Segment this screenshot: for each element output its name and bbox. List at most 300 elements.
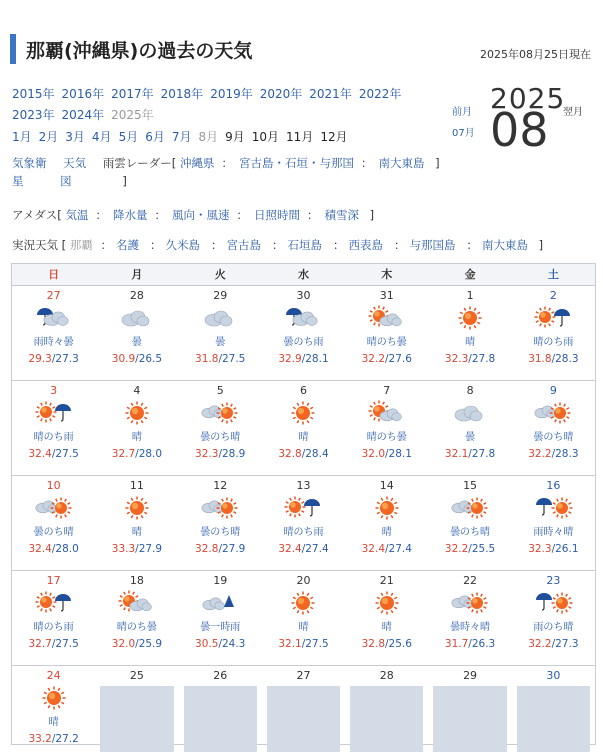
year-links xyxy=(12,84,432,126)
temperature xyxy=(12,543,95,555)
separator: ： xyxy=(95,208,107,222)
calendar-day-cell[interactable] xyxy=(179,381,262,475)
separator: ： xyxy=(332,238,345,252)
calendar-week-row xyxy=(12,476,595,571)
temp-high: 32.3 xyxy=(195,448,219,460)
temp-low: /25.9 xyxy=(135,638,163,650)
temp-high: 32.4 xyxy=(278,543,302,555)
temperature xyxy=(95,543,178,555)
temp-high: 32.9 xyxy=(278,353,302,365)
sun-icon xyxy=(117,494,157,522)
calendar-day-cell[interactable] xyxy=(428,286,511,380)
weather-label: 曇一時雨 xyxy=(200,622,241,633)
station-link[interactable]: 宮古島 xyxy=(226,238,261,252)
day-number: 1 xyxy=(466,289,474,302)
weather-label: 晴 xyxy=(381,622,392,633)
temperature xyxy=(12,353,95,365)
month-links xyxy=(12,128,355,145)
calendar-day-cell[interactable] xyxy=(12,571,95,665)
temperature xyxy=(428,448,511,460)
no-data-placeholder xyxy=(517,686,590,752)
year-link[interactable]: 2024年 xyxy=(61,108,105,122)
temp-low: /26.3 xyxy=(468,638,496,650)
day-number: 6 xyxy=(299,384,307,397)
year-link[interactable]: 2020年 xyxy=(259,87,303,101)
calendar-day-cell xyxy=(428,666,511,745)
month-link[interactable]: 3月 xyxy=(65,130,85,144)
temp-low: /26.1 xyxy=(551,543,579,555)
temperature xyxy=(95,448,178,460)
calendar-day-cell[interactable] xyxy=(262,476,345,570)
temp-high: 33.2 xyxy=(28,733,52,745)
weather-label: 晴のち雨 xyxy=(283,527,324,538)
calendar-day-cell[interactable] xyxy=(345,286,428,380)
station-link[interactable]: 名護 xyxy=(115,238,139,252)
weekday-header xyxy=(12,264,595,286)
current-month-display: 08 xyxy=(490,103,549,157)
day-number: 17 xyxy=(46,574,61,587)
separator: ： xyxy=(221,156,233,170)
satellite-link-line2[interactable]: 星 xyxy=(12,174,24,188)
day-number: 19 xyxy=(213,574,228,587)
calendar-day-cell[interactable] xyxy=(512,381,595,475)
temperature xyxy=(512,448,595,460)
sun-rain-icon xyxy=(533,304,573,332)
temperature xyxy=(428,638,511,650)
temp-high: 32.3 xyxy=(444,353,469,365)
sun-icon xyxy=(34,684,74,712)
calendar-day-cell xyxy=(179,666,262,745)
day-number: 8 xyxy=(466,384,474,397)
month-link[interactable]: 7月 xyxy=(171,130,192,144)
temp-high: 32.2 xyxy=(444,543,469,555)
calendar-day-cell xyxy=(345,666,428,745)
sun-rain-icon xyxy=(34,399,74,427)
weather-label: 晴 xyxy=(465,337,476,348)
weekday-label: 木 xyxy=(381,268,393,281)
temp-low: /27.2 xyxy=(51,733,79,745)
day-number: 27 xyxy=(296,669,311,682)
station-link[interactable]: 南大東島 xyxy=(481,238,528,252)
temp-low: /27.8 xyxy=(468,448,496,460)
sun-icon xyxy=(367,589,407,617)
station-link[interactable]: 久米島 xyxy=(165,238,200,252)
calendar-day-cell[interactable] xyxy=(12,666,95,745)
weather-label: 曇のち晴 xyxy=(200,432,241,443)
weather-label: 曇 xyxy=(131,337,142,348)
weather-label: 晴のち曇 xyxy=(366,337,407,348)
station-link[interactable]: 西表島 xyxy=(348,238,383,252)
calendar-day-cell[interactable] xyxy=(12,286,95,380)
no-data-placeholder xyxy=(433,686,506,752)
day-number: 30 xyxy=(546,669,561,682)
weather-label: 晴のち雨 xyxy=(33,432,74,443)
month-link[interactable]: 1月 xyxy=(12,130,32,144)
temperature xyxy=(12,733,95,745)
separator: ： xyxy=(210,238,223,252)
weather-label: 曇 xyxy=(465,432,476,443)
separator: ： xyxy=(154,208,166,222)
temp-high: 32.0 xyxy=(111,638,136,650)
calendar-day-cell[interactable] xyxy=(179,571,262,665)
day-number: 12 xyxy=(213,479,228,492)
amedas-link[interactable]: 降水量 xyxy=(112,208,148,222)
day-number: 14 xyxy=(379,479,394,492)
calendar-day-cell[interactable] xyxy=(95,476,178,570)
weather-calendar xyxy=(11,263,596,745)
current-month-label: 8月 xyxy=(198,130,219,144)
weather-map-link-line2[interactable]: 図 xyxy=(60,174,72,188)
day-number: 13 xyxy=(296,479,311,492)
temperature xyxy=(345,638,428,650)
current-year-label: 2025年 xyxy=(111,108,154,122)
calendar-day-cell[interactable] xyxy=(428,571,511,665)
year-link[interactable]: 2021年 xyxy=(309,87,352,101)
cloud-sun-icon xyxy=(533,399,573,427)
radar-links-second-line: 星 図 ] xyxy=(12,174,127,188)
no-data-placeholder xyxy=(267,686,340,752)
day-number: 16 xyxy=(546,479,561,492)
cloud-rain-icon xyxy=(34,304,74,332)
year-link[interactable]: 2015年 xyxy=(12,87,55,101)
day-number: 27 xyxy=(46,289,61,302)
amedas-link[interactable]: 気温 xyxy=(65,208,89,222)
day-number: 25 xyxy=(129,669,144,682)
temp-low: /27.5 xyxy=(218,353,246,365)
weather-label: 雨のち晴 xyxy=(533,622,574,633)
calendar-day-cell[interactable] xyxy=(262,381,345,475)
sun-cloud-icon xyxy=(367,399,407,427)
temp-high: 32.8 xyxy=(195,543,219,555)
temp-low: /28.1 xyxy=(385,448,412,460)
amedas-link[interactable]: 風向・風速 xyxy=(171,208,230,222)
next-month-link[interactable]: 翌月 xyxy=(563,107,583,118)
temperature xyxy=(12,638,95,650)
actual-current-station: 那覇 xyxy=(69,238,93,252)
cloud-icon xyxy=(117,304,157,332)
temp-high: 31.8 xyxy=(528,353,552,365)
month-link[interactable]: 10月 xyxy=(251,130,280,144)
temp-low: /27.5 xyxy=(301,638,329,650)
separator: ： xyxy=(360,156,373,170)
temp-high: 33.3 xyxy=(111,543,136,555)
temperature xyxy=(262,353,345,365)
temp-low: /28.3 xyxy=(551,353,579,365)
weather-label: 雨時々曇 xyxy=(33,337,74,348)
temperature xyxy=(345,448,428,460)
sun-cloud-icon xyxy=(117,589,157,617)
sun-icon xyxy=(450,304,490,332)
weekday-label: 火 xyxy=(214,268,226,281)
weather-label: 晴のち曇 xyxy=(366,432,407,443)
separator: ： xyxy=(306,208,319,222)
day-number: 18 xyxy=(129,574,144,587)
day-number: 3 xyxy=(50,384,58,397)
separator: ： xyxy=(236,208,248,222)
radar-link[interactable]: 沖縄県 xyxy=(179,156,215,170)
temp-low: /28.9 xyxy=(218,448,246,460)
year-link[interactable]: 2016年 xyxy=(61,87,105,101)
temp-low: /27.9 xyxy=(135,543,163,555)
station-link[interactable]: 石垣島 xyxy=(287,238,322,252)
radar-link[interactable]: 宮古島・石垣・与那国 xyxy=(238,156,354,170)
prev-month-label[interactable]: 前月 xyxy=(452,107,472,118)
day-number: 7 xyxy=(383,384,391,397)
calendar-day-cell xyxy=(512,666,595,745)
calendar-day-cell[interactable] xyxy=(179,286,262,380)
cloud-sun-icon xyxy=(450,589,490,617)
weather-label: 曇のち晴 xyxy=(450,527,491,538)
day-number: 29 xyxy=(463,669,478,682)
temperature xyxy=(345,353,428,365)
temp-low: /28.4 xyxy=(301,448,329,460)
weather-label: 晴 xyxy=(298,432,309,443)
temp-low: /24.3 xyxy=(218,638,246,650)
temp-low: /28.0 xyxy=(51,543,79,555)
day-number: 22 xyxy=(463,574,478,587)
calendar-day-cell xyxy=(95,666,178,745)
rain-sun-icon xyxy=(533,589,573,617)
calendar-day-cell[interactable] xyxy=(95,571,178,665)
day-number: 4 xyxy=(133,384,141,397)
weather-label: 晴 xyxy=(48,717,59,728)
temp-low: /25.5 xyxy=(468,543,496,555)
temp-low: /27.6 xyxy=(385,353,412,365)
month-link[interactable]: 11月 xyxy=(286,130,314,144)
temperature xyxy=(12,448,95,460)
temp-high: 32.2 xyxy=(528,448,552,460)
cloud-sun-icon xyxy=(200,494,240,522)
calendar-day-cell[interactable] xyxy=(262,571,345,665)
no-data-placeholder xyxy=(100,686,173,752)
month-link[interactable]: 5月 xyxy=(118,130,139,144)
calendar-week-row xyxy=(12,666,595,744)
calendar-day-cell[interactable] xyxy=(345,571,428,665)
temp-low: /28.1 xyxy=(301,353,329,365)
temperature xyxy=(262,638,345,650)
year-link[interactable]: 2017年 xyxy=(111,87,154,101)
weekday-label: 金 xyxy=(464,268,476,281)
weather-label: 晴のち曇 xyxy=(116,622,157,633)
temperature xyxy=(262,448,345,460)
temp-low: /27.9 xyxy=(218,543,246,555)
cloud-sun-icon xyxy=(200,399,240,427)
weather-label: 晴のち雨 xyxy=(33,622,74,633)
day-number: 23 xyxy=(546,574,561,587)
temp-high: 32.4 xyxy=(361,543,386,555)
temp-high: 32.3 xyxy=(528,543,552,555)
temp-high: 32.7 xyxy=(28,638,52,650)
actual-weather-links: 実況天気 [ 那覇 ： 名護 ： 久米島 ： 宮古島 ： 石垣島 ： 西表島 ： 与那国島 ： 南大東島 ] xyxy=(12,238,544,252)
temp-high: 32.1 xyxy=(278,638,302,650)
weekday-label: 土 xyxy=(547,268,559,281)
calendar-day-cell[interactable] xyxy=(512,286,595,380)
weather-label: 晴のち雨 xyxy=(533,337,574,348)
calendar-day-cell xyxy=(262,666,345,745)
temp-high: 30.5 xyxy=(195,638,219,650)
day-number: 29 xyxy=(213,289,228,302)
calendar-day-cell[interactable] xyxy=(345,381,428,475)
sun-icon xyxy=(117,399,157,427)
separator: ： xyxy=(393,238,406,252)
weekday-label: 日 xyxy=(48,268,60,281)
amedas-links: アメダス[ 気温 ： 降水量 ： 風向・風速 ： 日照時間 ： 積雪深 ] xyxy=(12,208,375,222)
temp-low: /27.3 xyxy=(551,638,579,650)
weekday-label: 月 xyxy=(131,268,143,281)
temp-low: /27.4 xyxy=(385,543,412,555)
cloud-shower-icon xyxy=(200,589,240,617)
calendar-day-cell[interactable] xyxy=(95,286,178,380)
weather-label: 晴 xyxy=(381,527,392,538)
calendar-day-cell[interactable] xyxy=(428,381,511,475)
current-year-display: 2025 xyxy=(490,82,566,115)
sun-rain-icon xyxy=(34,589,74,617)
calendar-day-cell[interactable] xyxy=(12,381,95,475)
weather-label: 曇 xyxy=(215,337,226,348)
temp-high: 32.7 xyxy=(111,448,136,460)
weather-label: 雨時々晴 xyxy=(533,527,574,538)
calendar-day-cell[interactable] xyxy=(262,286,345,380)
temperature xyxy=(179,448,262,460)
temperature xyxy=(179,638,262,650)
temperature xyxy=(512,543,595,555)
month-link[interactable]: 9月 xyxy=(225,130,245,144)
weather-label: 晴 xyxy=(131,527,142,538)
temperature xyxy=(95,353,178,365)
temp-low: /26.5 xyxy=(135,353,163,365)
temperature xyxy=(179,353,262,365)
as-of-date: 2025年08月25日現在 xyxy=(480,48,591,61)
day-number: 2 xyxy=(549,289,557,302)
prev-month-link[interactable]: 07月 xyxy=(452,128,475,139)
temp-high: 29.3 xyxy=(28,353,52,365)
separator: ： xyxy=(271,238,284,252)
weather-label: 曇のち晴 xyxy=(533,432,574,443)
radar-link[interactable]: 南大東島 xyxy=(378,156,425,170)
temperature xyxy=(345,543,428,555)
temperature xyxy=(262,543,345,555)
weather-label: 曇のち晴 xyxy=(200,527,241,538)
day-number: 10 xyxy=(46,479,61,492)
no-data-placeholder xyxy=(184,686,257,752)
title-accent-bar xyxy=(10,34,16,64)
cloud-icon xyxy=(450,399,490,427)
sun-cloud-icon xyxy=(367,304,407,332)
weather-label: 晴 xyxy=(298,622,309,633)
temp-high: 31.8 xyxy=(195,353,219,365)
page-title: 那覇(沖縄県)の過去の天気 xyxy=(26,40,253,62)
separator: ： xyxy=(149,238,162,252)
sun-icon xyxy=(283,589,323,617)
calendar-week-row xyxy=(12,571,595,666)
month-link[interactable]: 12月 xyxy=(320,130,348,144)
calendar-week-row xyxy=(12,286,595,381)
weather-label: 曇時々晴 xyxy=(450,622,491,633)
temperature xyxy=(428,543,511,555)
calendar-day-cell[interactable] xyxy=(179,476,262,570)
day-number: 15 xyxy=(463,479,478,492)
temp-high: 32.8 xyxy=(278,448,302,460)
cloud-icon xyxy=(200,304,240,332)
cloud-rain-icon xyxy=(283,304,323,332)
satellite-link[interactable]: 気象衛 xyxy=(12,156,47,170)
month-link[interactable]: 2月 xyxy=(38,130,59,144)
month-link[interactable]: 6月 xyxy=(145,130,165,144)
temperature xyxy=(512,638,595,650)
year-link[interactable]: 2019年 xyxy=(210,87,253,101)
calendar-day-cell[interactable] xyxy=(512,571,595,665)
calendar-day-cell[interactable] xyxy=(95,381,178,475)
temp-high: 32.4 xyxy=(28,448,52,460)
year-link[interactable]: 2018年 xyxy=(160,87,204,101)
day-number: 30 xyxy=(296,289,311,302)
cloud-sun-icon xyxy=(34,494,74,522)
day-number: 24 xyxy=(46,669,61,682)
cloud-sun-icon xyxy=(450,494,490,522)
temp-low: /28.3 xyxy=(551,448,579,460)
day-number: 9 xyxy=(549,384,557,397)
temp-low: /28.0 xyxy=(135,448,163,460)
amedas-link[interactable]: 積雪深 xyxy=(324,208,359,222)
temperature xyxy=(179,543,262,555)
sun-icon xyxy=(283,399,323,427)
temp-high: 31.7 xyxy=(444,638,469,650)
temperature xyxy=(428,353,511,365)
station-link[interactable]: 与那国島 xyxy=(409,238,456,252)
temp-high: 32.2 xyxy=(361,353,386,365)
no-data-placeholder xyxy=(350,686,423,752)
sun-rain-icon xyxy=(283,494,323,522)
temp-low: /27.3 xyxy=(51,353,79,365)
temp-low: /25.6 xyxy=(385,638,412,650)
calendar-day-cell[interactable] xyxy=(512,476,595,570)
day-number: 31 xyxy=(379,289,394,302)
weather-map-link[interactable]: 天気 xyxy=(63,156,87,170)
calendar-day-cell[interactable] xyxy=(345,476,428,570)
day-number: 26 xyxy=(213,669,228,682)
rain-sun-icon xyxy=(533,494,573,522)
temp-low: /27.4 xyxy=(301,543,329,555)
calendar-day-cell[interactable] xyxy=(428,476,511,570)
month-link[interactable]: 4月 xyxy=(91,130,112,144)
year-link[interactable]: 2023年 xyxy=(12,108,55,122)
weather-label: 曇のち晴 xyxy=(33,527,74,538)
temperature xyxy=(512,353,595,365)
calendar-week-row xyxy=(12,381,595,476)
temp-high: 30.9 xyxy=(111,353,136,365)
day-number: 28 xyxy=(129,289,144,302)
separator: ： xyxy=(466,238,478,252)
day-number: 28 xyxy=(379,669,394,682)
day-number: 20 xyxy=(296,574,311,587)
temp-high: 32.2 xyxy=(528,638,552,650)
temp-high: 32.1 xyxy=(444,448,469,460)
temp-low: /27.5 xyxy=(51,448,79,460)
temp-high: 32.8 xyxy=(361,638,386,650)
sun-icon xyxy=(367,494,407,522)
year-link[interactable]: 2022年 xyxy=(358,87,402,101)
day-number: 21 xyxy=(379,574,394,587)
separator: ： xyxy=(100,238,112,252)
weather-label: 曇のち雨 xyxy=(283,337,324,348)
day-number: 5 xyxy=(216,384,224,397)
weekday-label: 水 xyxy=(297,268,309,281)
amedas-link[interactable]: 日照時間 xyxy=(253,208,300,222)
temp-low: /27.8 xyxy=(468,353,496,365)
day-number: 11 xyxy=(129,479,144,492)
temp-low: /27.5 xyxy=(51,638,79,650)
calendar-day-cell[interactable] xyxy=(12,476,95,570)
